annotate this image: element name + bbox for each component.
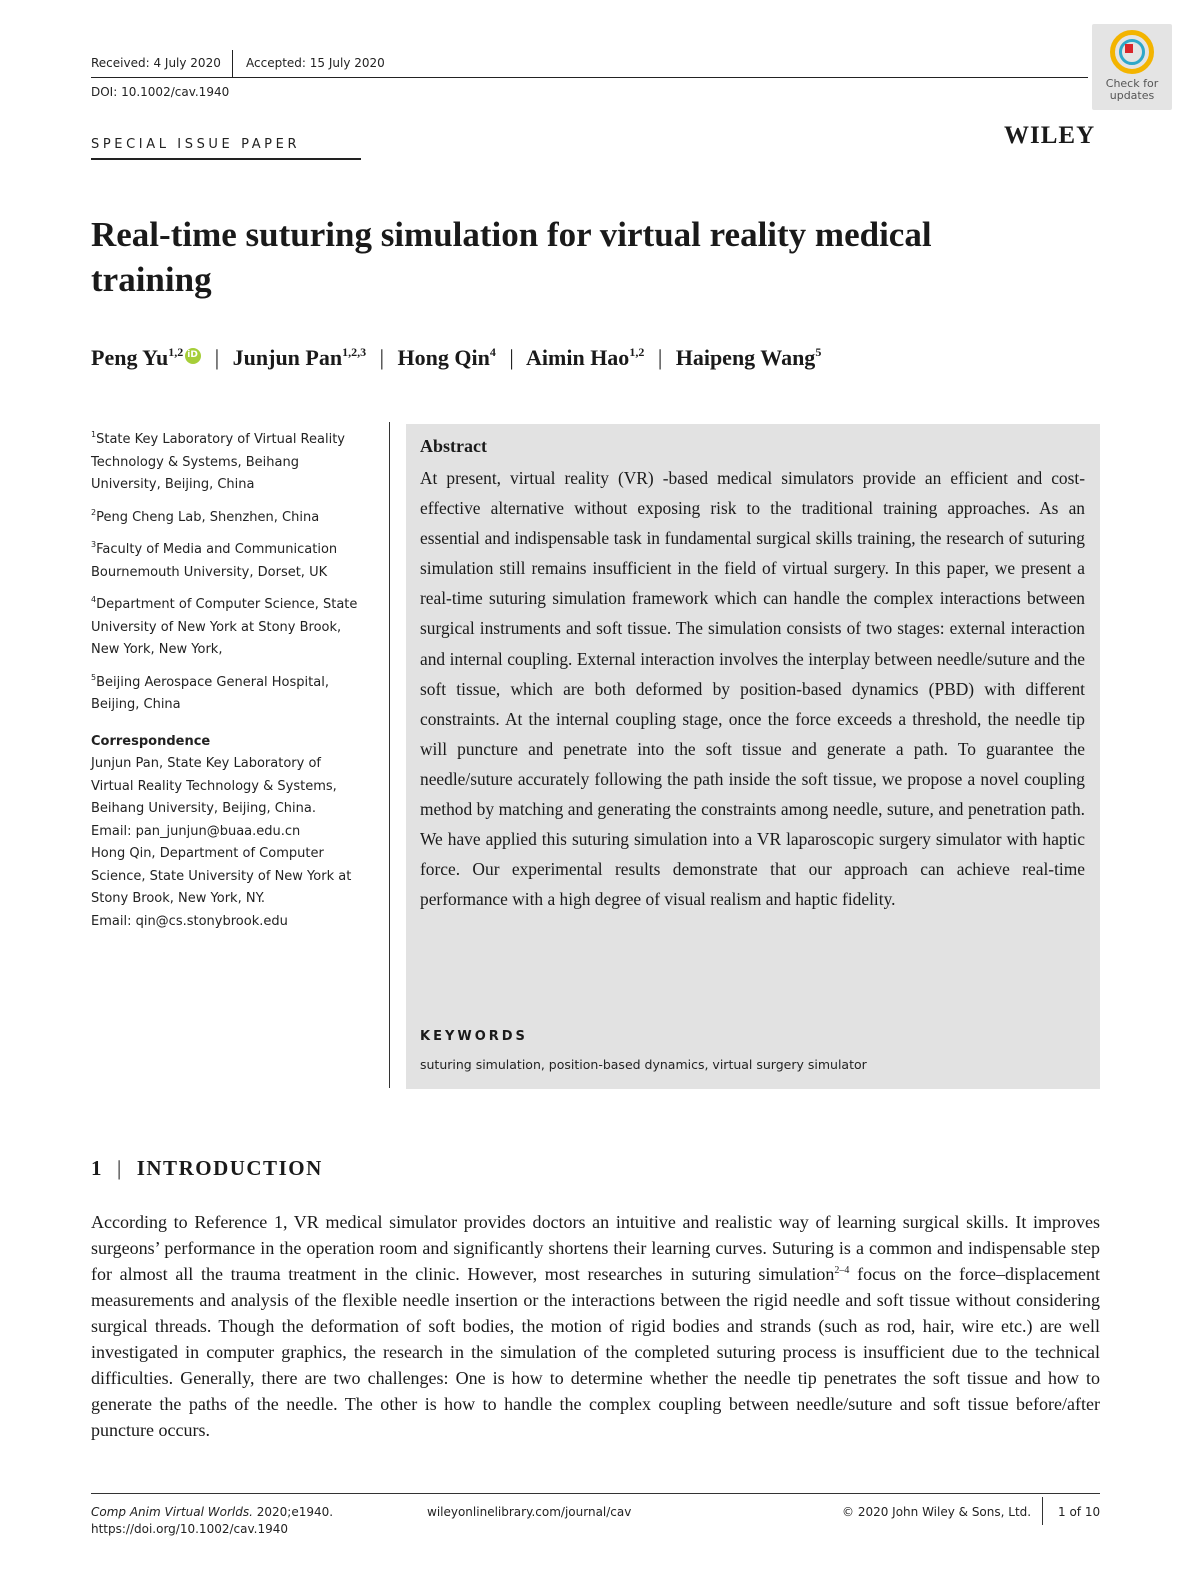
author-separator: |	[214, 345, 220, 370]
affiliation: $^5$Beijing Aerospace General Hospital, Beijing, China	[91, 672, 329, 712]
footer-copyright: © 2020 John Wiley & Sons, Ltd.	[842, 1505, 1032, 1519]
column-divider	[389, 422, 390, 1088]
author[interactable]: Aimin Hao$^{1,2}$	[526, 345, 645, 370]
correspondence-line: Virtual Reality Technology & Systems,	[91, 778, 337, 794]
section-title: INTRODUCTION	[136, 1156, 323, 1180]
header-separator	[232, 50, 233, 77]
author[interactable]: Hong Qin$^4$	[397, 345, 496, 370]
correspondence-email[interactable]: Email: qin@cs.stonybrook.edu	[91, 913, 288, 929]
author[interactable]: Peng Yu$^{1,2}$	[91, 345, 184, 370]
page-number: 1 of 10	[1058, 1505, 1101, 1519]
keywords-list: suturing simulation, position-based dynamics, virtual surgery simulator	[420, 1057, 867, 1072]
accepted-date: Accepted: 15 July 2020	[246, 56, 385, 70]
citation-reference[interactable]: 2–4	[834, 1265, 850, 1276]
section-number: 1	[91, 1156, 103, 1180]
author-separator: |	[379, 345, 384, 370]
affiliation: $^4$Department of Computer Science, State University of New York at Stony Brook, New York, New York,	[91, 595, 358, 657]
footer-rule	[91, 1493, 1100, 1494]
correspondence-line: Junjun Pan, State Key Laboratory of	[91, 756, 321, 771]
footer-doi-link[interactable]: https://doi.org/10.1002/cav.1940	[91, 1522, 288, 1536]
footer-citation: Comp Anim Virtual Worlds. 2020;e1940. https://doi.org/10.1002/cav.1940	[91, 1505, 334, 1536]
affiliation: $^3$Faculty of Media and Communication Bournemouth University, Dorset, UK	[91, 540, 338, 580]
author-list	[91, 345, 821, 371]
affiliations-column	[91, 424, 371, 933]
footer-website-link[interactable]: wileyonlinelibrary.com/journal/cav	[427, 1505, 632, 1519]
orcid-icon[interactable]	[185, 348, 201, 364]
keywords-heading: KEYWORDS	[420, 1029, 528, 1044]
affiliation: $^2$Peng Cheng Lab, Shenzhen, China	[91, 507, 320, 525]
section-separator: |	[117, 1156, 123, 1180]
correspondence-line: Beihang University, Beijing, China.	[91, 801, 316, 816]
abstract-heading: Abstract	[420, 436, 487, 456]
correspondence-line: Stony Brook, New York, NY.	[91, 891, 266, 906]
paper-title: Real-time suturing simulation for virtual reality medical training	[91, 215, 932, 299]
publisher-logo: WILEY	[1004, 122, 1096, 149]
author[interactable]: Haipeng Wang$^5$	[675, 345, 822, 370]
correspondence-email[interactable]: Email: pan_junjun@buaa.edu.cn	[91, 823, 301, 839]
special-issue-label: SPECIAL ISSUE PAPER	[91, 137, 301, 152]
section-heading	[91, 1156, 323, 1181]
abstract-text: At present, virtual reality (VR) -based medical simulators provide an efficient and cost-effective alternative without exposing risk to the traditional training approaches. As an essential and indispensable task in fundamental surgical skills training, the research of suturing simulation still remains insufficient in the field of virtual surgery. In this paper, we present a real-time suturing simulation framework which can handle the complex interactions between surgical instruments and soft tissue. The simulation consists of two stages: external interaction and internal coupling. External interaction involves the interplay between needle/suture and the soft tissue, which are both deformed by position-based dynamics (PBD) with different constraints. At the internal coupling stage, once the force exceeds a threshold, the needle tip will puncture and penetrate into the soft tissue and generate a path. To guarantee the needle/suture accurately following the path inside the soft tissue, we propose a novel coupling method by matching and generating the constraints among needle, suture, and penetration path. We have applied this suturing simulation into a VR laparoscopic surgery simulator with haptic force. Our experimental results demonstrate that our approach can achieve real-time performance with a high degree of visual realism and haptic fidelity.	[420, 468, 1085, 910]
check-for-updates-badge[interactable]	[1092, 24, 1172, 110]
badge-label: Check for updates	[1105, 77, 1159, 102]
affiliation: $^1$State Key Laboratory of Virtual Reality Technology & Systems, Beihang University, Beijing, China	[91, 430, 345, 492]
correspondence-heading: Correspondence	[91, 733, 211, 749]
header-rule	[91, 77, 1088, 78]
received-date: Received: 4 July 2020	[91, 56, 221, 70]
author[interactable]: Junjun Pan$^{1,2,3}$	[232, 345, 367, 370]
special-issue-underline	[91, 158, 361, 160]
correspondence-line: Science, State University of New York at	[91, 868, 352, 884]
correspondence-line: Hong Qin, Department of Computer	[91, 846, 324, 861]
author-separator: |	[509, 345, 514, 370]
crossmark-icon	[1110, 30, 1154, 74]
introduction-paragraph: According to Reference 1, VR medical simulator provides doctors an intuitive and realistic way of learning surgical skills. It improves surgeons’ performance in the operation room and significantly shortens their learning curves. Suturing is a common and indispensable step for almost all the trauma treatment in the clinic. However, most researches in suturing simulation$^{2-4}$ focus on the force–displacement measurements and analysis of the flexible needle insertion or the interactions between the rigid needle and soft tissue without considering surgical threads. Though the deformation of soft bodies, the motion of rigid bodies and strands (such as rod, hair, wire etc.) are well investigated in computer graphics, the research in the simulation of the completed suturing process is insufficient due to the technical difficulties. Generally, there are two challenges: One is how to determine whether the needle tip penetrates the soft tissue and how to generate the paths of the needle. The other is how to handle the complex coupling between needle/suture and soft tissue before/after puncture occurs.	[91, 1212, 1100, 1440]
author-separator: |	[657, 345, 663, 370]
doi[interactable]: DOI: 10.1002/cav.1940	[91, 85, 230, 99]
footer-separator	[1042, 1497, 1043, 1525]
